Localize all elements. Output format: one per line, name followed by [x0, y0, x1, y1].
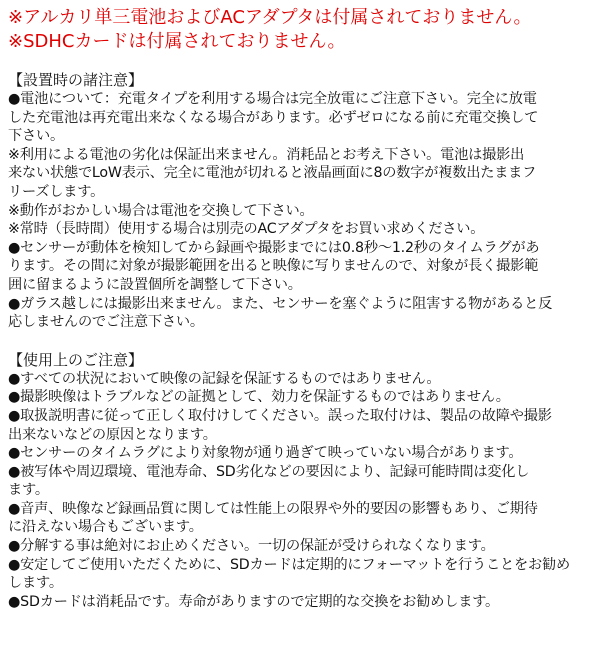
usage-note-line: ます。 — [8, 482, 49, 499]
usage-note-line: ●分解する事は絶対にお止めください。一切の保証が受けられなくなります。 — [8, 538, 495, 555]
notice-document — [8, 6, 592, 611]
installation-note-line: ります。その間に対象が撮影範囲を出ると映像に写りませんので、対象が長く撮影範 — [8, 258, 539, 275]
installation-notes-section — [8, 70, 592, 332]
installation-note-line: ※動作がおかしい場合は電池を交換して下さい。 — [8, 202, 314, 219]
installation-note-line: 応しませんのでご注意下さい。 — [8, 314, 204, 331]
installation-note-line: ※利用による電池の劣化は保証出来ません。消耗品とお考え下さい。電池は撮影出 — [8, 146, 525, 163]
warning-batteries: ※アルカリ単三電池およびACアダプタは付属されておりません。 — [8, 7, 532, 28]
warning-block — [8, 6, 592, 54]
usage-notes-title: 【使用上のご注意】 — [8, 350, 144, 369]
usage-note-line: します。 — [8, 575, 63, 592]
installation-note-line: 下さい。 — [8, 128, 64, 145]
installation-note-line: 囲に留まるように設置個所を調整して下さい。 — [8, 276, 302, 293]
installation-note-line: ●ガラス越しには撮影出来ません。また、センサーを塞ぐように阻害する物があると反 — [8, 295, 553, 312]
usage-notes-section — [8, 350, 592, 612]
usage-note-line: ●撮影映像はトラブルなどの証拠として、効力を保証するものではありません。 — [8, 389, 510, 406]
installation-note-line: リーズします。 — [8, 183, 105, 200]
warning-sdhc-card: ※SDHCカードは付属されておりません。 — [8, 31, 346, 52]
installation-note-line: した充電池は再充電出来なくなる場合があります。必ずゼロになる前に充電交換して — [8, 109, 539, 126]
usage-note-line: ●取扱説明書に従って正しく取付けしてください。誤った取付けは、製品の故障や撮影 — [8, 407, 552, 424]
usage-note-line: ●SDカードは消耗品です。寿命がありますので定期的な交換をお勧めします。 — [8, 593, 500, 610]
installation-note-line: 来ない状態でLoW表示、完全に電池が切れると液晶画面に8の数字が複数出たままフ — [8, 165, 537, 182]
installation-notes-title: 【設置時の諸注意】 — [8, 71, 144, 89]
usage-note-line: ●センサーのタイムラグにより対象物が通り過ぎて映っていない場合があります。 — [8, 445, 523, 462]
usage-note-line: に沿えない場合もございます。 — [8, 519, 203, 536]
installation-note-line: ※常時（長時間）使用する場合は別売のACアダプタをお買い求めください。 — [8, 221, 485, 238]
installation-note-line: ●センサーが動体を検知してから録画や撮影までには0.8秒～1.2秒のタイムラグがあ — [8, 239, 540, 256]
usage-note-line: ●被写体や周辺環境、電池寿命、SD劣化などの要因により、記録可能時間は変化し — [8, 463, 530, 480]
usage-note-line: ●すべての状況において映像の記録を保証するものではありません。 — [8, 370, 441, 387]
installation-note-line: ●電池について：充電タイプを利用する場合は完全放電にご注意下さい。完全に放電 — [8, 91, 537, 107]
usage-note-line: 出来ないなどの原因となります。 — [8, 426, 217, 443]
usage-note-line: ●音声、映像など録画品質に関しては性能上の限界や外的要因の影響もあり、ご期待 — [8, 500, 538, 517]
usage-note-line: ●安定してご使用いただくために、SDカードは定期的にフォーマットを行うことをお勧め — [8, 556, 570, 573]
